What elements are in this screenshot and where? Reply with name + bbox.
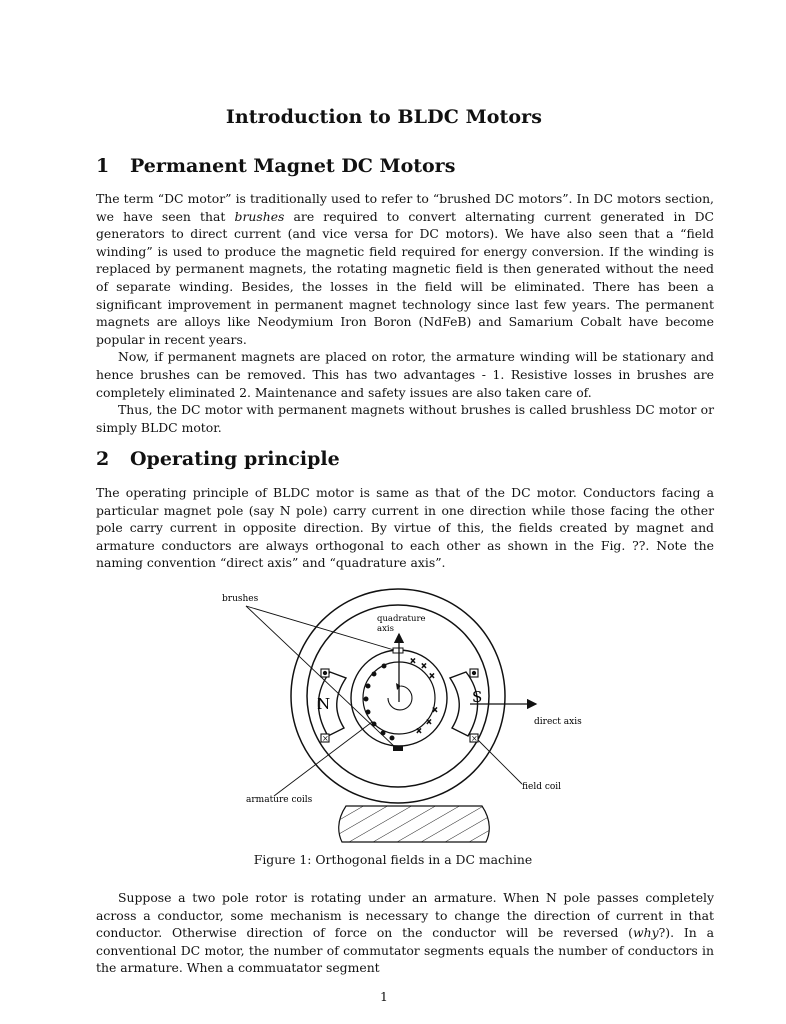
section-1-number: 1 (96, 155, 110, 177)
label-direct-axis: direct axis (534, 717, 582, 727)
figure-caption: Figure 1: Orthogonal fields in a DC machine (253, 852, 533, 867)
label-brushes: brushes (222, 594, 259, 604)
section-2-body (96, 484, 714, 572)
paragraph-text: ?). In a conventional DC motor, the number of commutator segments equals the number of conductors in the armature. When a commuatator segment (96, 925, 714, 976)
label-armature-coils: armature coils (246, 795, 313, 805)
paragraph-text: Suppose a two pole rotor is rotating under an armature. When N pole passes completely across a conductor, some mechanism is necessary to change the direction of current in that conductor. Otherwise direction of force on the conductor will be reversed ( (96, 890, 714, 941)
svg-text:×: × (429, 672, 435, 680)
continuation-body (96, 889, 714, 977)
label-n-pole: N (317, 695, 331, 713)
emphasis-brushes: brushes (234, 208, 285, 224)
section-2-heading (96, 448, 340, 470)
section-1-paragraph-2: Now, if permanent magnets are placed on rotor, the armature winding will be stationary and hence brushes can be removed. This has two advantages - 1. Resistive losses in brushes are completely eliminated 2. Maintenance and safety issues are also taken care of. (96, 349, 714, 400)
svg-text:×: × (410, 657, 416, 665)
svg-text:×: × (471, 734, 478, 743)
section-2-title: Operating principle (130, 448, 340, 470)
section-1-title: Permanent Magnet DC Motors (130, 155, 456, 177)
paragraph-text: The term “DC motor” is traditionally used to refer to “brushed DC motors”. In DC motors section, we have seen that (96, 191, 714, 224)
label-quadrature: quadrature (377, 614, 426, 624)
section-2-paragraph-1: The operating principle of BLDC motor is same as that of the DC motor. Conductors facing a particular magnet pole (say N pole) carry current in one direction while those facing the other pole carry current in opposite direction. By virtue of this, the fields created by magnet and armature conductors are always orthogonal to each other as shown in the Fig. ??. Note the naming convention “direct axis” and “quadrature axis”. (96, 485, 714, 571)
document-title: Introduction to BLDC Motors (225, 106, 543, 128)
page-number: 1 (380, 989, 388, 1004)
section-1-paragraph-3: Thus, the DC motor with permanent magnets without brushes is called brushless DC motor or simply BLDC motor. (96, 402, 714, 435)
label-field-coil: field coil (522, 782, 562, 792)
svg-text:×: × (416, 727, 422, 735)
section-1-body (96, 190, 714, 436)
svg-text:×: × (421, 662, 427, 670)
dc-machine-diagram (216, 586, 582, 848)
field-coil-leader (478, 740, 522, 784)
paragraph-text: are required to convert alternating current generated in DC generators to direct current (and vice versa for DC motors). We have also seen that a “field winding” is used to produce the magnetic field required for energy conversion. If the winding is replaced by permanent magnets, the rotating magnetic field is then generated without the need of separate winding. Besides, the losses in the field will be eliminated. There has been a significant improvement in permanent magnet technology since last few years. The permanent magnets are alloys like Neodymium Iron Boron (NdFeB) and Samarium Cobalt have become popular in recent years. (96, 208, 714, 347)
svg-text:×: × (426, 718, 432, 726)
svg-text:×: × (432, 706, 438, 714)
continuation-paragraph (96, 889, 714, 977)
emphasis-why: why (633, 925, 659, 941)
section-1-heading (96, 155, 455, 177)
section-2-number: 2 (96, 448, 110, 470)
section-1-paragraph-1 (96, 190, 714, 348)
figure-dc-machine (216, 586, 582, 848)
brush-top (393, 648, 403, 653)
svg-text:×: × (322, 734, 329, 743)
machine-base (339, 806, 490, 842)
label-quadrature-axis: axis (377, 624, 394, 634)
label-s-pole: S (472, 688, 483, 706)
